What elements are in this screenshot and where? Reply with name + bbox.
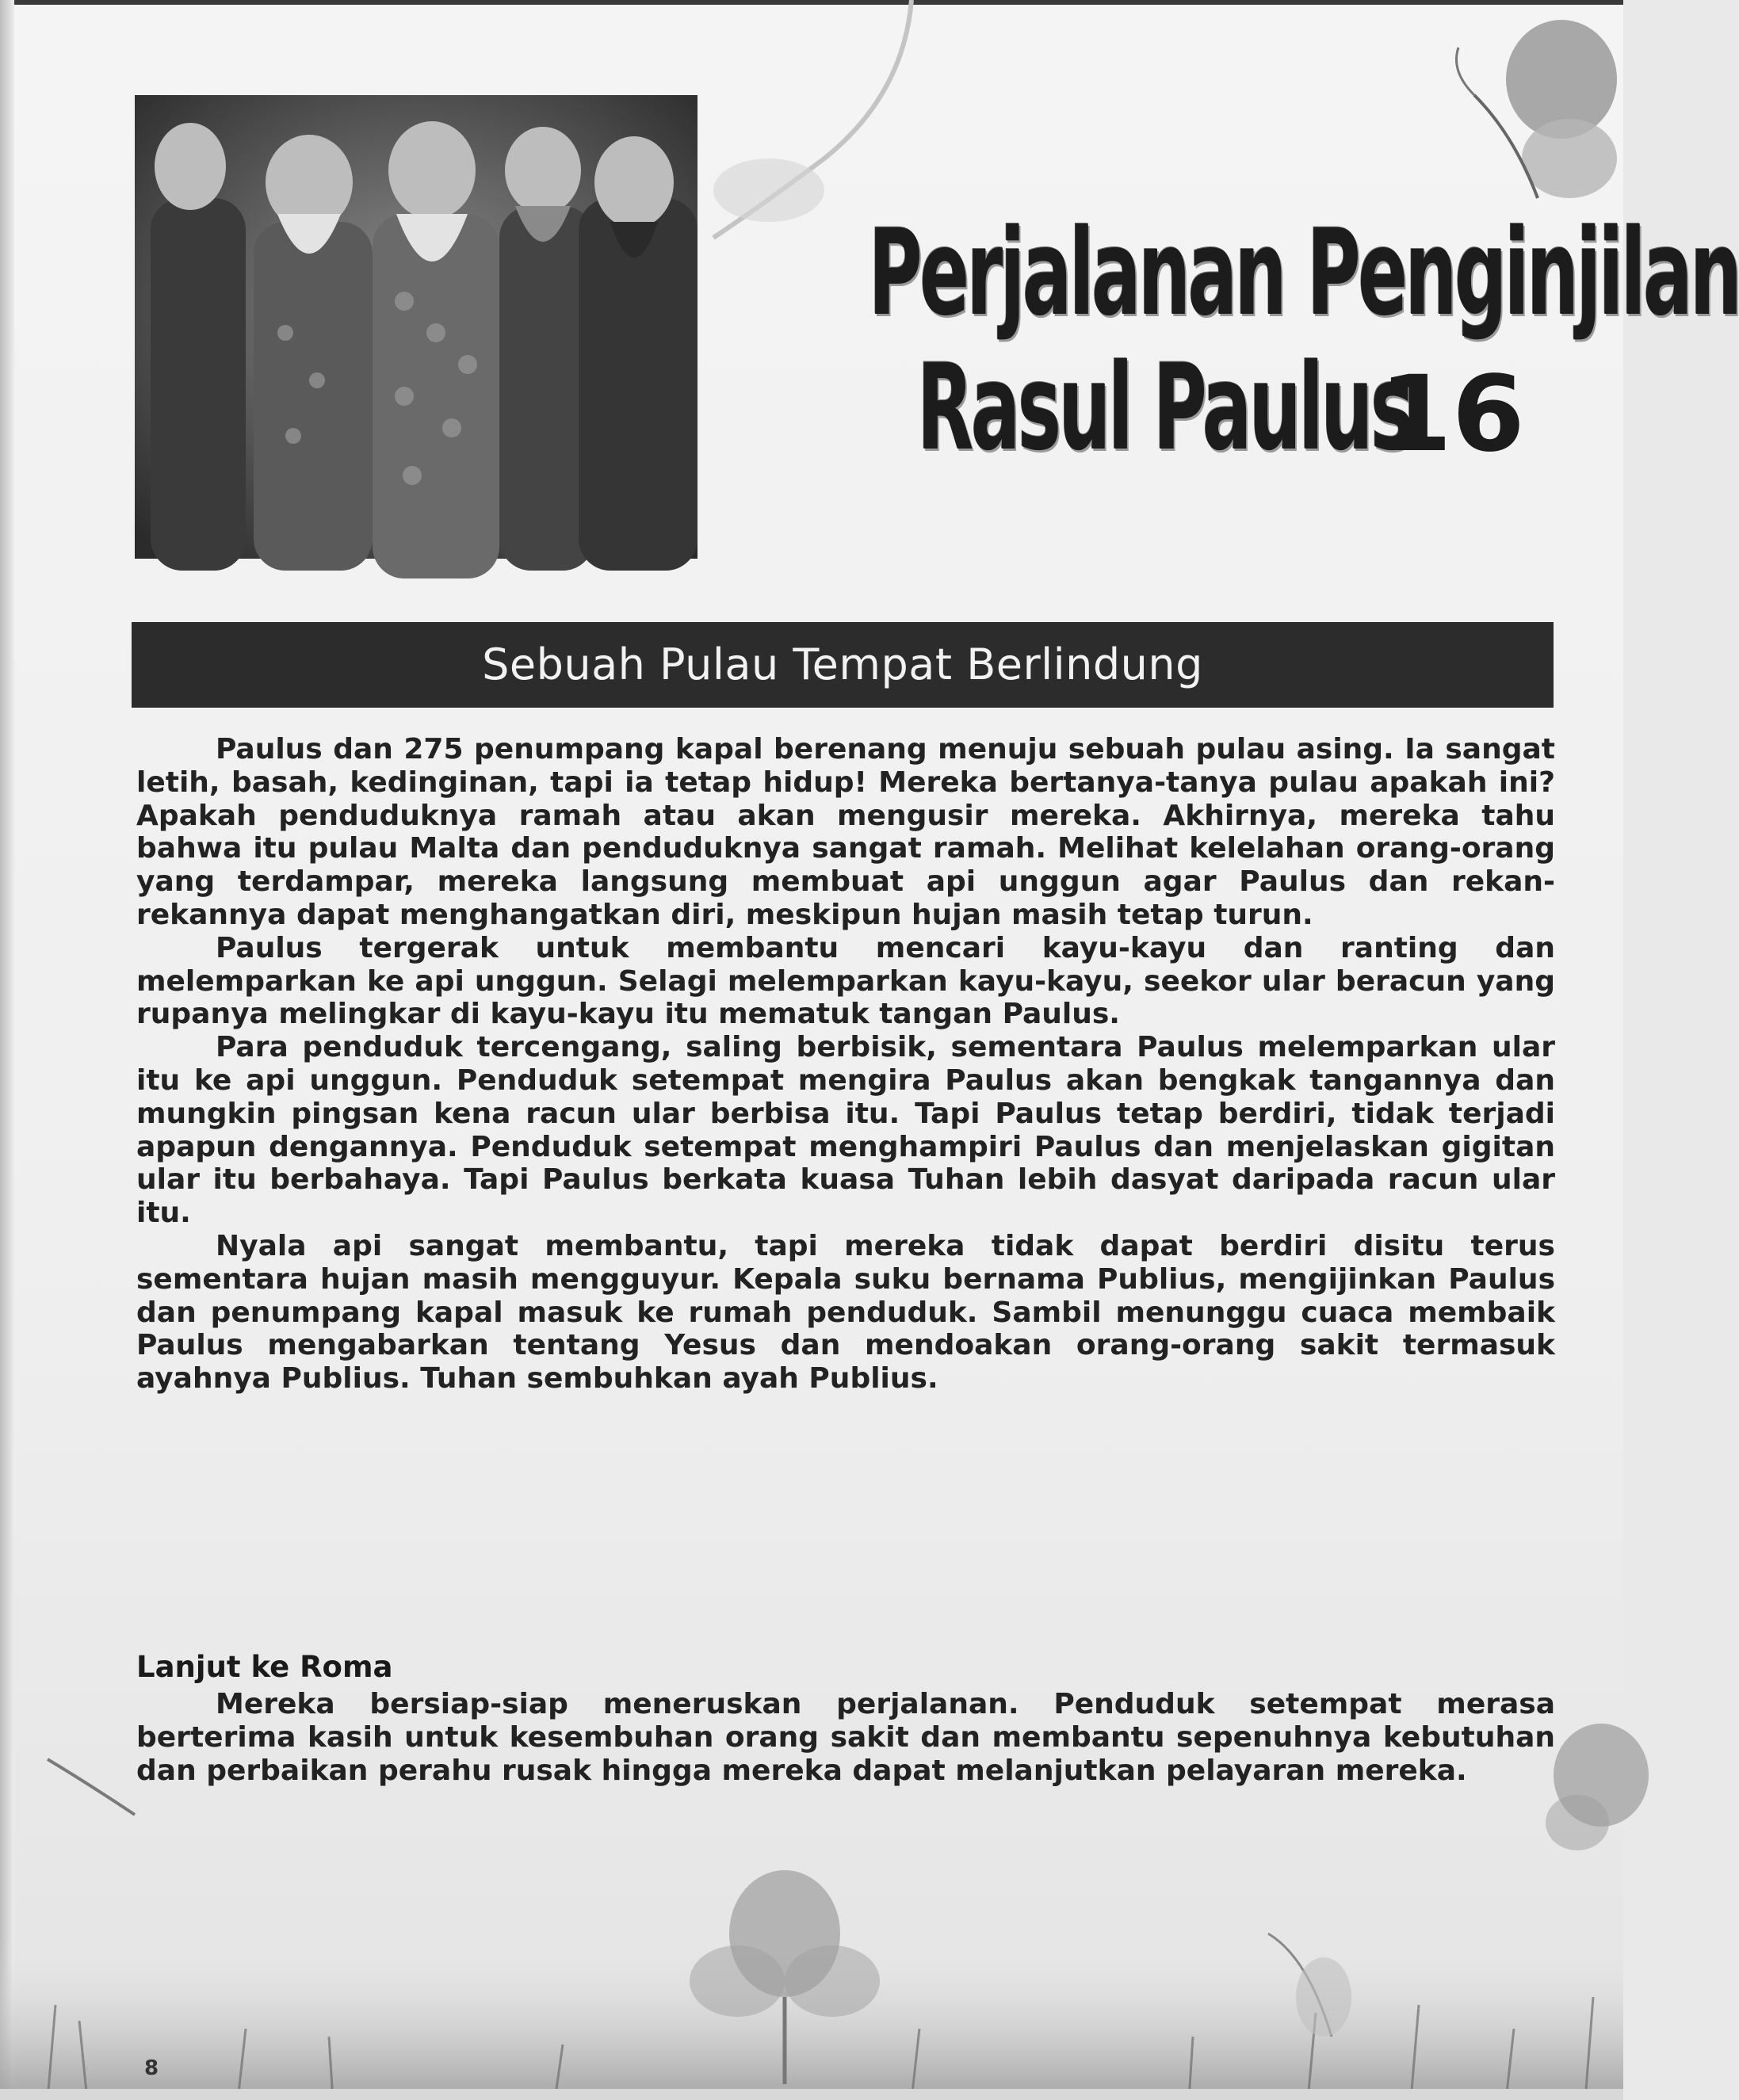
section-heading-banner: Sebuah Pulau Tempat Berlindung (132, 622, 1554, 708)
section-body (136, 733, 1555, 1396)
illustration-photo (135, 95, 698, 559)
title-line-2: Rasul Paulus (916, 339, 1412, 477)
paragraph: Nyala api sangat membantu, tapi mereka tidak dapat berdiri disitu terus sementara hujan masih mengguyur. Kepala suku bernama Publius, mengijinkan Paulus dan penumpang kapal masuk ke rumah penduduk. Sambil menunggu cuaca membaik Paulus mengabarkan tentang Yesus dan mendoakan orang-orang sakit termasuk ayahnya Publius. Tuhan sembuhkan ayah Publius. (136, 1229, 1555, 1396)
flower-icon (1522, 1720, 1623, 1878)
paragraph: Paulus tergerak untuk membantu mencari kayu-kayu dan ranting dan melemparkan ke api unggun. Selagi melemparkan kayu-kayu, seekor ular beracun yang rupanya melingkar di kayu-kayu itu mematuk tangan Paulus. (136, 931, 1555, 1031)
butterfly-icon (32, 1728, 151, 1846)
paragraph: Paulus dan 275 penumpang kapal berenang menuju sebuah pulau asing. Ia sangat letih, basah, kedinginan, tapi ia tetap hidup! Mereka bertanya-tanya pulau apakah ini? Apakah penduduknya ramah atau akan mengusir mereka. Akhirnya, mereka tahu bahwa itu pulau Malta dan penduduknya sangat ramah. Melihat kelelahan orang-orang yang terdampar, mereka langsung membuat api unggun agar Paulus dan rekan-rekannya dapat menghangatkan diri, meskipun hujan masih tetap turun. (136, 733, 1555, 931)
flower-icon (682, 1862, 888, 2084)
title-line-1: Perjalanan Penginjilan (868, 204, 1739, 342)
page-number: 8 (144, 2056, 159, 2080)
chapter-number: 16 (1379, 353, 1525, 475)
page-title (793, 204, 1739, 477)
paragraph: Mereka bersiap-siap meneruskan perjalanan. Penduduk setempat merasa berterima kasih untuk kesembuhan orang sakit dan membantu sepenuhnya kebutuhan dan perbaikan perahu rusak hingga mereka dapat melanjutkan pelayaran mereka. (136, 1688, 1555, 1787)
subsection-body (136, 1688, 1555, 1787)
paragraph: Para penduduk tercengang, saling berbisik, sementara Paulus melemparkan ular itu ke api unggun. Penduduk setempat mengira Paulus akan bengkak tangannya dan mungkin pingsan kena racun ular berbisa itu. Tapi Paulus tetap berdiri, tidak terjadi apapun dengannya. Penduduk setempat menghampiri Paulus dan menjelaskan gigitan ular itu berbahaya. Tapi Paulus berkata kuasa Tuhan lebih dasyat daripada racun ular itu. (136, 1031, 1555, 1230)
butterfly-icon (1236, 1902, 1363, 2045)
page-edge (0, 0, 14, 2100)
subsection-heading: Lanjut ke Roma (136, 1650, 393, 1684)
bottom-border (0, 2089, 1623, 2100)
butterfly-icon (1443, 16, 1625, 206)
